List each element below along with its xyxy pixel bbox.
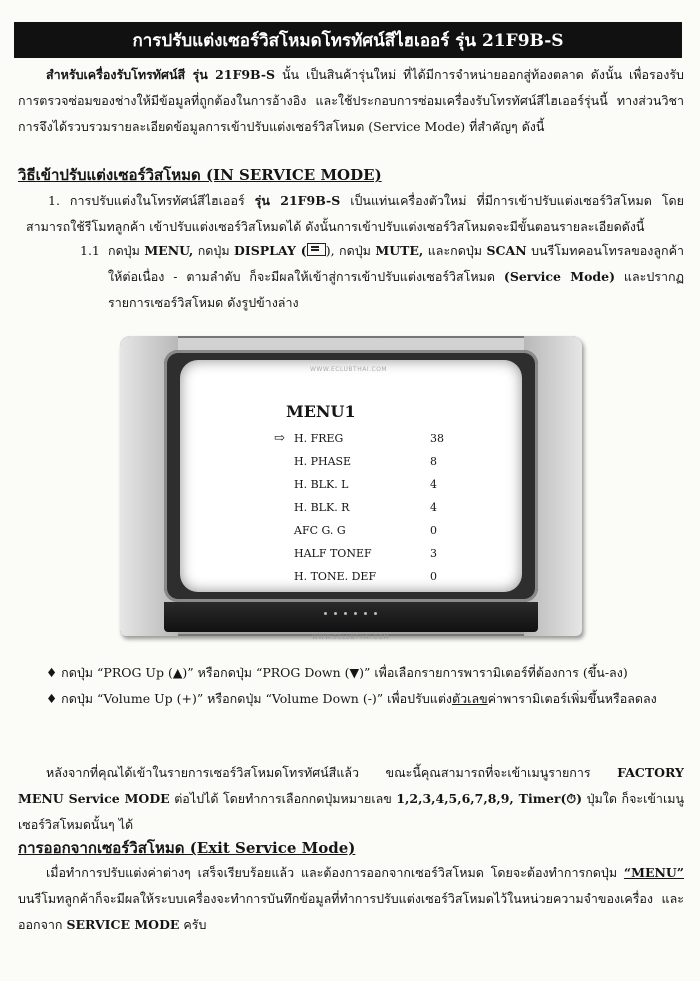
menu-item (180, 432, 522, 455)
watermark-bottom: WWW.ECLUBTHAI.COM (312, 634, 390, 641)
menu-item-label: HALF TONEF (294, 547, 372, 560)
tv-button (324, 612, 327, 615)
menu-item (180, 524, 522, 547)
menu-item-value: 3 (430, 547, 437, 560)
tv-button (364, 612, 367, 615)
menu-item-label: H. BLK. L (294, 478, 349, 491)
step-1-1-paragraph: 1.1 กดปุ่ม MENU, กดปุ่ม DISPLAY ( ), กดปุ่ม MUTE, และกดปุ่ม SCAN บนรีโมทคอนโทรลของลูกค้าให้ต่อเนื่อง - ตามลำดับ ก็จะมีผลให้เข้าสู่การเข้าปรับแต่งเซอร์วิสโหมด (Service Mode) และปรากฏรายการเซอร์วิสโหมด ดังรูปข้างล่าง (80, 238, 684, 316)
bullet-prog: ♦ กดปุ่ม “PROG Up (▲)” หรือกดปุ่ม “PROG Down (▼)” เพื่อเลือกรายการพารามิเตอร์ที่ต้องการ (ขึ้น-ลง) (46, 665, 628, 680)
menu-item-label: AFC G. G (294, 524, 346, 537)
selection-arrow-icon: ⇨ (274, 431, 285, 446)
menu-item-label: H. FREG (294, 432, 344, 445)
menu-item-value: 8 (430, 455, 437, 468)
step-1-1-number: 1.1 (80, 243, 100, 258)
menu-item-value: 0 (430, 524, 437, 537)
menu-item-value: 0 (430, 570, 437, 583)
tv-screen (180, 360, 522, 592)
watermark-top: WWW.ECLUBTHAI.COM (310, 366, 388, 373)
tv-button (334, 612, 337, 615)
intro-text: นั้น เป็นสินค้ารุ่นใหม่ ที่ได้มีการจำหน่ายออกสู่ท้องตลาด ดังนั้น เพื่อรองรับการตรวจซ่อมของช่างให้มีข้อมูลที่ถูกต้องในการอ้างอิง และใช้ประกอบการซ่อมเครื่องรับโทรทัศน์สีไฮเออร์รุ่นนี้ ทางส่วนวิชา การจึงได้รวบรวมรายละเอียดข้อมูลการเข้าปรับแต่งเซอร์วิสโหมด (Service Mode) ที่สำคัญๆ ดังนี้ (18, 67, 684, 134)
menu-item (180, 547, 522, 570)
tv-button (374, 612, 377, 615)
tv-service-menu-figure (120, 336, 582, 641)
menu-item (180, 455, 522, 478)
tv-button (344, 612, 347, 615)
intro-paragraph (18, 62, 684, 140)
menu-item (180, 478, 522, 501)
step-1-number: 1. (48, 193, 60, 208)
section-heading-in-service: วิธีเข้าปรับแต่งเซอร์วิสโหมด (IN SERVICE MODE) (18, 166, 382, 184)
menu-item-label: H. PHASE (294, 455, 352, 468)
page-title: การปรับแต่งเซอร์วิสโหมดโทรทัศน์สีไฮเออร์ รุ่น 21F9B-S (14, 22, 682, 58)
model-name: รุ่น 21F9B-S (254, 193, 341, 208)
tv-button (354, 612, 357, 615)
tv-control-panel (164, 602, 538, 632)
menu-item (180, 570, 522, 593)
menu-item (180, 501, 522, 524)
step-1-paragraph: 1. การปรับแต่งในโทรทัศน์สีไฮเออร์ รุ่น 21F9B-S เป็นแท่นเครื่องตัวใหม่ ที่มีการเข้าปรับแต่งเซอร์วิสโหมด โดยสามารถใช้รีโมทลูกค้า เข้าปรับแต่งเซอร์วิสโหมดได้ ดังนั้นการเข้าปรับแต่งเซอร์วิสโหมดจะมีขั้นตอนรายละเอียดดังนี้ (26, 193, 684, 234)
bullet-volume: ♦ กดปุ่ม “Volume Up (+)” หรือกดปุ่ม “Volume Down (-)” เพื่อปรับแต่งตัวเลขค่าพารามิเตอร์เพิ่มขึ้นหรือลดลง (46, 691, 657, 706)
factory-menu-paragraph: หลังจากที่คุณได้เข้าในรายการเซอร์วิสโหมดโทรทัศน์สีแล้ว ขณะนี้คุณสามารถที่จะเข้าเมนูรายการ FACTORY MENU Service MODE ต่อไปได้ โดยทำการเลือกกดปุ่มหมายเลข 1,2,3,4,5,6,7,8,9, Timer(⏱) ปุ่มใด ก็จะเข้าเมนู เซอร์วิสโหมดนั้นๆ ได้ (18, 765, 684, 832)
menu-title: MENU1 (286, 402, 356, 421)
exit-paragraph: เมื่อทำการปรับแต่งค่าต่างๆ เสร็จเรียบร้อยแล้ว และต้องการออกจากเซอร์วิสโหมด โดยจะต้องทำการกดปุ่ม “MENU” บนรีโมทลูกค้าก็จะมีผลให้ระบบเครื่องจะทำการบันทึกข้อมูลที่ทำการปรับแต่งเซอร์วิสโหมดไว้ในหน่วยความจำของเครื่อง และออกจาก SERVICE MODE ครับ (18, 865, 684, 932)
section-heading-exit-service: การออกจากเซอร์วิสโหมด (Exit Service Mode) (18, 839, 356, 857)
menu-item-value: 38 (430, 432, 444, 445)
menu-item-label: H. TONE. DEF (294, 570, 377, 583)
menu-item-label: H. BLK. R (294, 501, 350, 514)
timer-icon: ⏱ (566, 791, 577, 806)
intro-lead: สำหรับเครื่องรับโทรทัศน์สี รุ่น 21F9B-S (46, 67, 276, 82)
menu-item-value: 4 (430, 501, 437, 514)
display-key-icon (307, 243, 326, 256)
menu-item-value: 4 (430, 478, 437, 491)
